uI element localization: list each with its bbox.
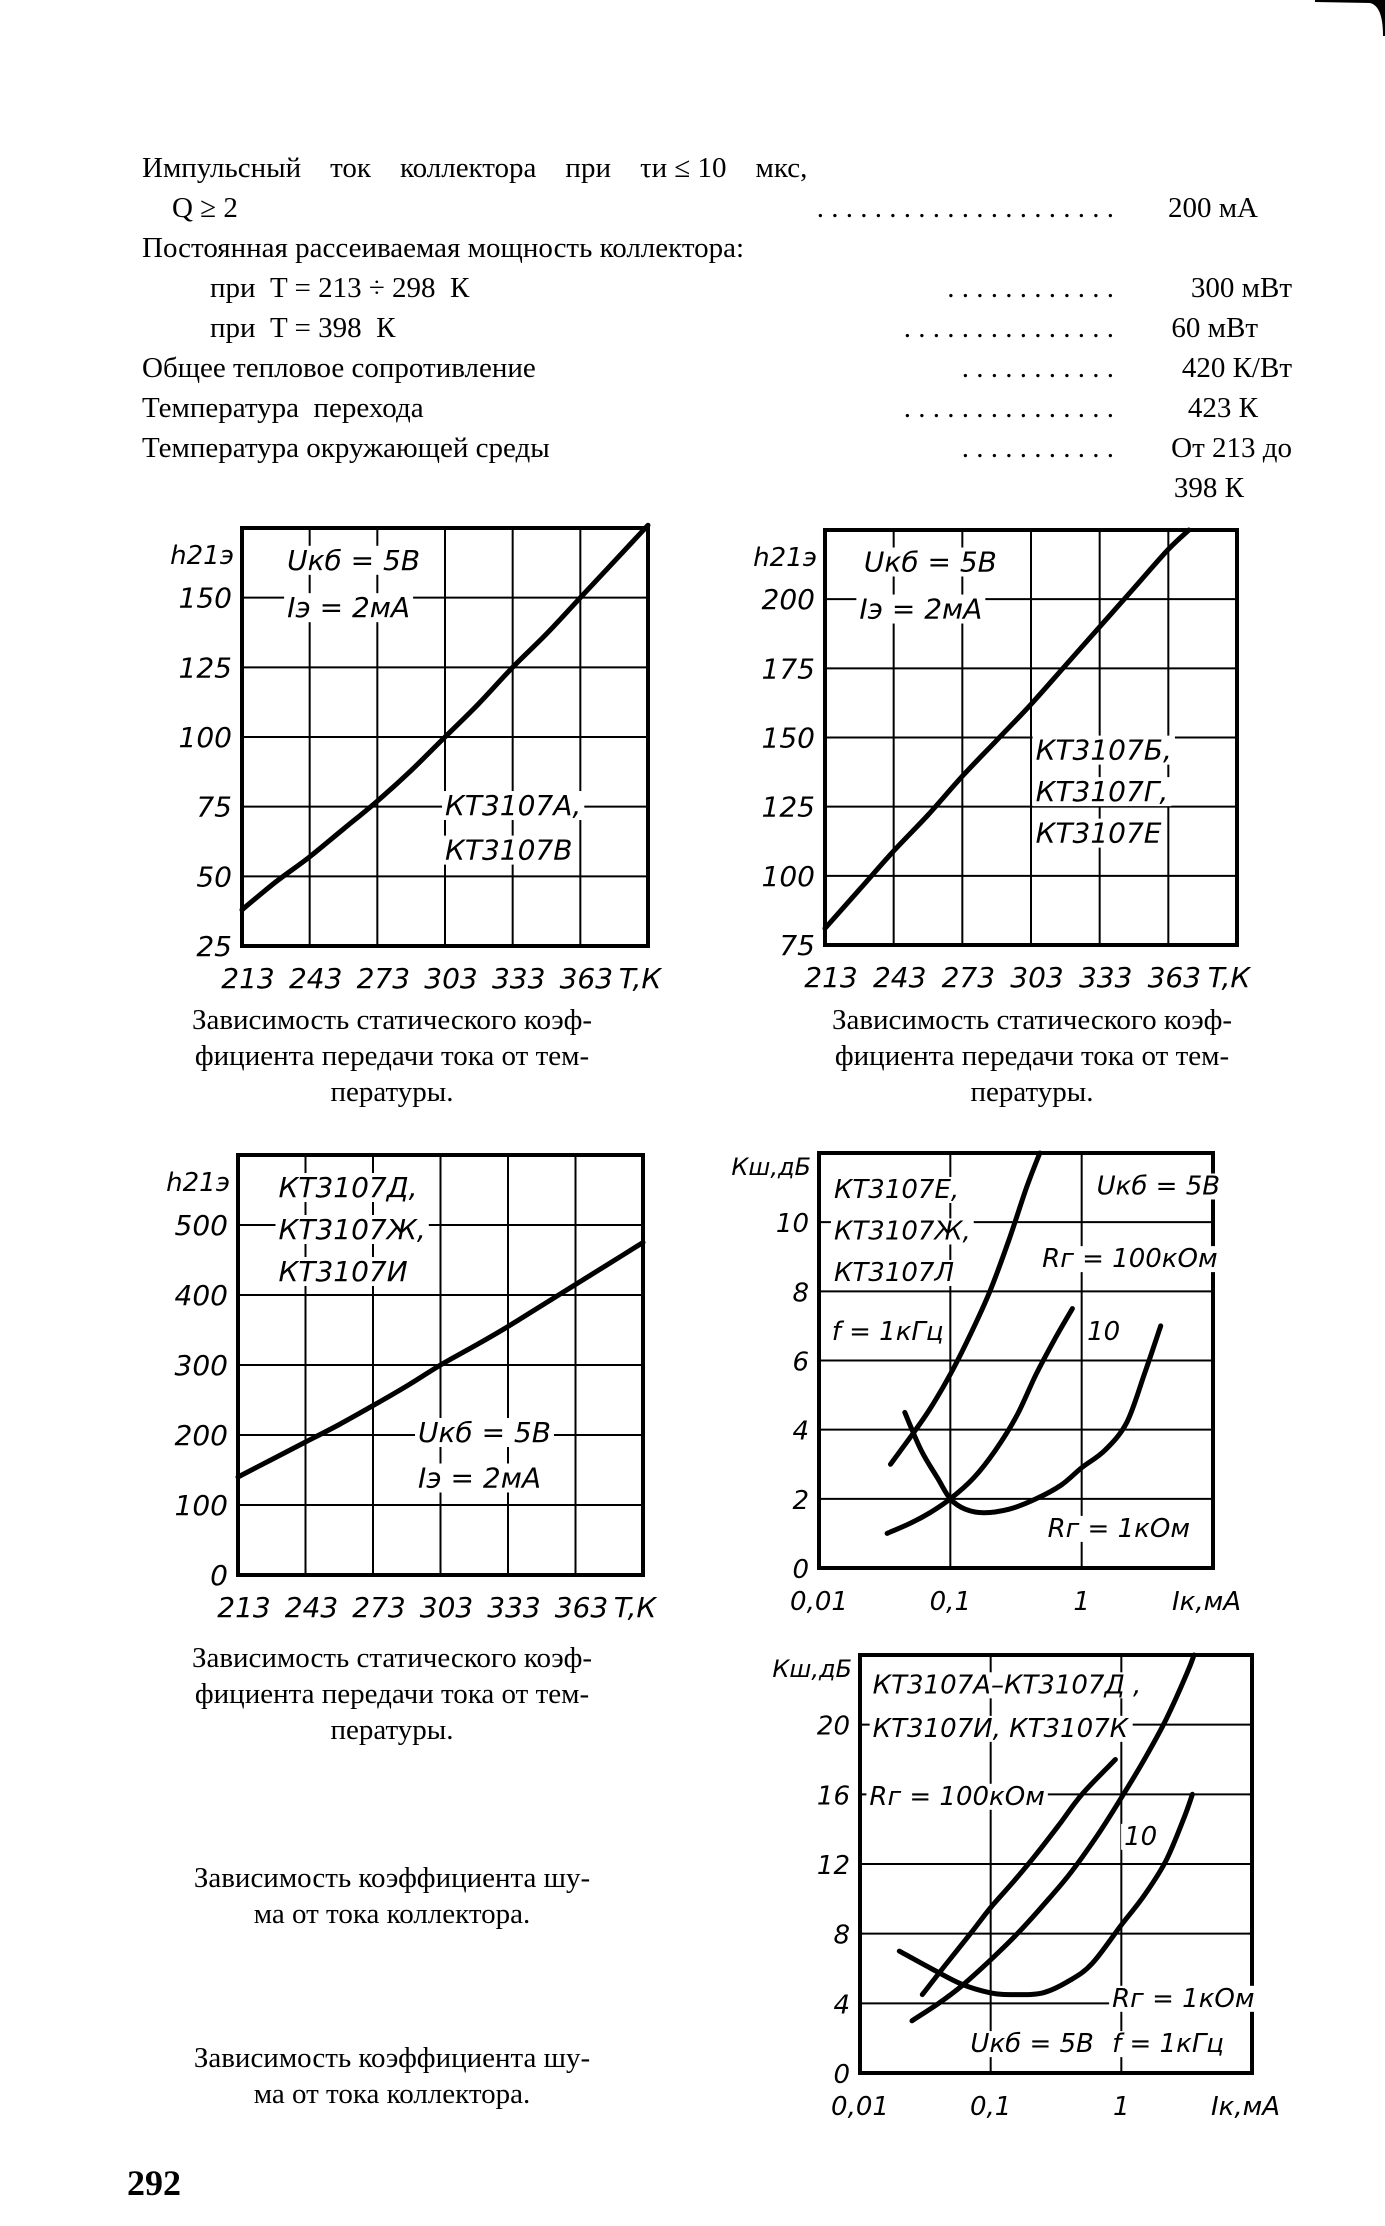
chart-annotation: Uкб = 5В — [970, 2029, 1094, 2060]
caption-chart-2 — [772, 1002, 1292, 1110]
y-tick-label: 6 — [792, 1347, 809, 1378]
caption-line: пературы. — [330, 1714, 454, 1746]
spec-value: От 213 до — [1171, 432, 1292, 464]
chart-annotation: 10 — [1124, 1821, 1158, 1852]
x-tick-label: 363 — [559, 962, 614, 995]
x-tick-label: 363 — [1147, 961, 1202, 994]
spec-value: 300 мВт — [1190, 272, 1292, 304]
x-tick-label: 0,1 — [929, 1587, 972, 1617]
caption-chart-1 — [132, 1002, 652, 1110]
spec-value: 398 К — [1173, 472, 1244, 504]
y-tick-label: 200 — [174, 1419, 228, 1452]
y-tick-label: 10 — [775, 1209, 809, 1240]
x-tick-label: 213 — [804, 961, 858, 994]
y-tick-label: 100 — [178, 721, 232, 754]
chart-annotation: Rг = 1кОм — [1112, 1983, 1255, 2014]
y-tick-label: 12 — [816, 1851, 850, 1881]
caption-line: фициента передачи тока от тем- — [194, 1040, 590, 1072]
page-number: 292 — [127, 2163, 181, 2203]
chart-h21e-vs-T-A-V — [170, 525, 662, 995]
y-tick-label: 300 — [174, 1349, 228, 1382]
x-tick-label: 243 — [288, 962, 343, 995]
caption-line: фициента передачи тока от тем- — [194, 1678, 590, 1710]
chart-annotation: КТ3107Е, — [833, 1174, 960, 1205]
x-tick-label: 0,01 — [831, 2092, 889, 2122]
chart-annotation: КТ3107И, КТ3107К — [872, 1713, 1129, 1744]
y-axis-label: h21э — [170, 541, 234, 571]
chart-annotation: Uкб = 5В — [1096, 1171, 1221, 1202]
y-tick-label: 8 — [792, 1278, 809, 1309]
x-tick-label: 333 — [491, 962, 546, 995]
chart-annotation: КТ3107Д, — [278, 1171, 418, 1204]
x-tick-label: 1 — [1113, 2092, 1130, 2122]
y-tick-label: 175 — [761, 652, 815, 686]
x-tick-label: 213 — [221, 962, 275, 995]
chart-annotation: Iэ = 2мА — [418, 1461, 541, 1495]
chart-annotation: f = 1кГц — [1112, 2029, 1225, 2060]
x-tick-label: 303 — [1010, 961, 1064, 994]
spec-value: 200 мА — [1167, 192, 1258, 224]
x-tick-label: 1 — [1073, 1587, 1090, 1617]
spec-leader-dots: . . . . . . . . . . . — [961, 352, 1114, 384]
y-tick-label: 150 — [761, 721, 815, 755]
chart-noise-vs-Ic-E-Zh-L — [731, 1153, 1241, 1617]
spec-label: Q ≥ 2 — [172, 192, 238, 224]
spec-leader-dots: . . . . . . . . . . . . . . . — [903, 392, 1114, 424]
series-line-1 — [825, 530, 1189, 928]
chart-annotation: 10 — [1087, 1316, 1121, 1347]
chart-annotation: КТ3107Ж, — [833, 1216, 971, 1247]
chart-annotation: Uкб = 5В — [418, 1416, 551, 1449]
chart-annotation: КТ3107Л — [833, 1257, 955, 1288]
chart-annotation: Uкб = 5В — [287, 543, 421, 577]
spec-label: Температура окружающей среды — [142, 432, 550, 464]
y-tick-label: 2 — [792, 1485, 809, 1516]
y-tick-label: 4 — [792, 1416, 809, 1447]
y-tick-label: 150 — [178, 581, 232, 615]
spec-label: при T = 213 ÷ 298 К — [210, 272, 470, 304]
y-tick-label: 20 — [816, 1711, 850, 1742]
chart-annotation: КТ3107И — [278, 1255, 408, 1288]
caption-line: Зависимость статического коэф- — [191, 1642, 593, 1674]
y-axis-label: Кш,дБ — [772, 1655, 852, 1683]
y-tick-label: 0 — [833, 2060, 850, 2090]
x-tick-label: 333 — [487, 1591, 541, 1624]
spec-leader-dots: . . . . . . . . . . . . . . . — [903, 312, 1114, 344]
series-line-3 — [905, 1326, 1161, 1513]
spec-label: Импульсный ток коллектора при τи ≤ 10 мкс, — [142, 152, 808, 184]
chart-annotation: Iэ = 2мА — [859, 592, 983, 626]
chart-annotation: КТ3107Б, — [1035, 733, 1172, 767]
x-axis-label: T,К — [618, 962, 662, 995]
y-tick-label: 100 — [174, 1489, 228, 1522]
x-tick-label: 303 — [419, 1591, 474, 1624]
y-tick-label: 75 — [196, 790, 232, 824]
y-tick-label: 200 — [761, 583, 815, 617]
y-tick-label: 0 — [792, 1555, 809, 1585]
chart-annotation: КТ3107А, — [445, 789, 582, 823]
chart-noise-vs-Ic-A-D-I-K — [772, 1655, 1280, 2122]
y-tick-label: 100 — [761, 859, 815, 893]
spec-value: 420 К/Вт — [1181, 352, 1292, 384]
x-axis-label: Iк,мА — [1210, 2092, 1280, 2122]
caption-chart-5 — [132, 2040, 652, 2112]
caption-chart-4 — [132, 1860, 652, 1932]
chart-annotation: Iэ = 2мА — [287, 591, 411, 625]
x-tick-label: 303 — [424, 962, 478, 995]
chart-annotation: Uкб = 5В — [863, 545, 997, 579]
spec-value: 423 К — [1187, 392, 1258, 424]
y-tick-label: 125 — [178, 651, 232, 685]
chart-annotation: Rг = 100кОм — [869, 1781, 1045, 1812]
y-tick-label: 50 — [196, 860, 232, 894]
caption-line: ма от тока коллектора. — [253, 2078, 531, 2110]
y-tick-label: 0 — [210, 1559, 228, 1592]
chart-annotation: Rг = 100кОм — [1042, 1244, 1218, 1275]
x-tick-label: 333 — [1078, 961, 1133, 994]
spec-label: при T = 398 К — [210, 312, 396, 344]
chart-annotation: Rг = 1кОм — [1047, 1513, 1190, 1544]
x-tick-label: 0,01 — [790, 1587, 848, 1617]
y-axis-label: Кш,дБ — [731, 1153, 811, 1181]
spec-label: Общее тепловое сопротивление — [142, 352, 536, 384]
caption-line: Зависимость коэффициента шу- — [193, 1862, 591, 1894]
spec-label: Постоянная рассеиваемая мощность коллектора: — [142, 232, 745, 264]
y-tick-label: 25 — [196, 930, 232, 963]
y-tick-label: 16 — [816, 1781, 850, 1812]
y-tick-label: 125 — [761, 790, 815, 824]
x-tick-label: 243 — [284, 1591, 339, 1624]
x-tick-label: 213 — [217, 1591, 271, 1624]
y-axis-label: h21э — [166, 1168, 230, 1198]
x-tick-label: 273 — [941, 961, 996, 994]
chart-annotation: КТ3107Ж, — [278, 1213, 426, 1246]
caption-line: пературы. — [970, 1076, 1094, 1108]
caption-line: ма от тока коллектора. — [253, 1898, 531, 1930]
chart-annotation: f = 1кГц — [831, 1316, 944, 1347]
spec-label: Температура перехода — [142, 392, 424, 424]
spec-leader-dots: . . . . . . . . . . . . — [947, 272, 1114, 304]
y-tick-label: 400 — [174, 1279, 228, 1312]
x-tick-label: 0,1 — [969, 2092, 1012, 2122]
x-tick-label: 363 — [554, 1591, 609, 1624]
caption-line: пературы. — [330, 1076, 454, 1108]
spec-leader-dots: . . . . . . . . . . . . . . . . . . . . . — [816, 192, 1114, 224]
x-tick-label: 243 — [872, 961, 927, 994]
y-tick-label: 8 — [833, 1920, 850, 1951]
chart-annotation: КТ3107Г, — [1035, 775, 1169, 809]
caption-line: Зависимость статического коэф- — [191, 1004, 593, 1036]
chart-h21e-vs-T-D-Zh-I — [166, 1155, 657, 1624]
x-axis-label: T,К — [613, 1591, 657, 1624]
chart-h21e-vs-T-B-G-E — [753, 530, 1251, 994]
spec-leader-dots: . . . . . . . . . . . — [961, 432, 1114, 464]
y-tick-label: 75 — [779, 929, 815, 962]
caption-chart-3 — [132, 1640, 652, 1748]
y-axis-label: h21э — [753, 543, 817, 573]
chart-annotation: КТ3107Е — [1035, 816, 1162, 850]
y-tick-label: 4 — [833, 1990, 850, 2021]
spec-value: 60 мВт — [1171, 312, 1258, 344]
x-tick-label: 273 — [356, 962, 411, 995]
chart-annotation: КТ3107А–КТ3107Д , — [872, 1670, 1142, 1701]
caption-line: фициента передачи тока от тем- — [834, 1040, 1230, 1072]
y-tick-label: 500 — [174, 1209, 228, 1242]
chart-annotation: КТ3107В — [445, 833, 573, 867]
x-axis-label: Iк,мА — [1171, 1587, 1241, 1617]
caption-line: Зависимость коэффициента шу- — [193, 2042, 591, 2074]
caption-line: Зависимость статического коэф- — [831, 1004, 1233, 1036]
x-tick-label: 273 — [352, 1591, 406, 1624]
x-axis-label: T,К — [1207, 961, 1251, 994]
